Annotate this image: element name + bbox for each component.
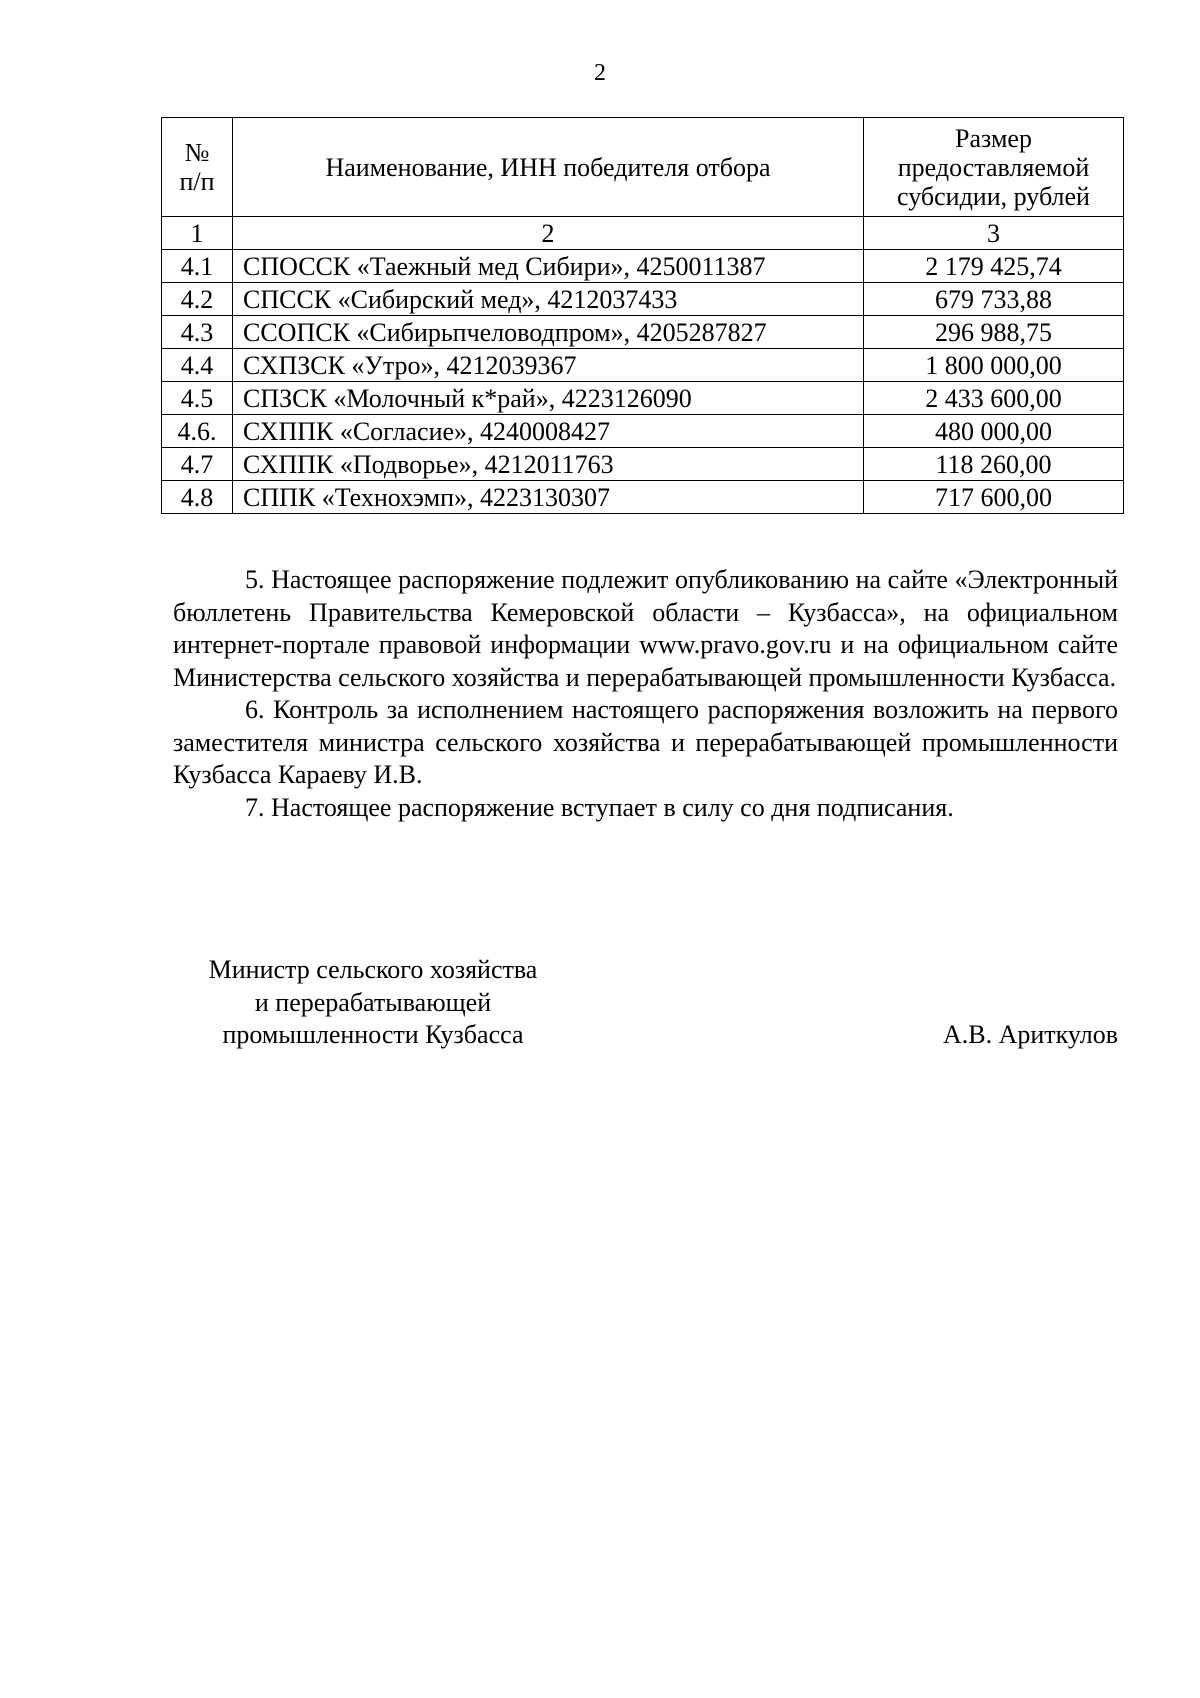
row-name: СПЗСК «Молочный к*рай», 4223126090 [233,382,864,415]
body-text [173,564,1118,824]
header-amount-line: субсидии, рублей [897,181,1090,211]
row-number: 4.1 [162,250,233,283]
signature-title-line: промышленности Кузбасса [222,1020,524,1049]
signature-title-line: Министр сельского хозяйства [208,955,538,984]
index-cell: 3 [864,217,1124,250]
row-amount: 2 433 600,00 [864,382,1124,415]
table-row [162,448,1124,481]
table-row [162,349,1124,382]
row-name: СХПЗСК «Утро», 4212039367 [233,349,864,382]
row-name: ССОПСК «Сибирьпчеловодпром», 4205287827 [233,316,864,349]
signatory-name: А.В. Ариткулов [942,1020,1118,1049]
signature-title-line: и перерабатывающей [254,987,492,1017]
row-number: 4.7 [162,448,233,481]
row-amount: 1 800 000,00 [864,349,1124,382]
header-amount-line: предоставляемой [897,152,1090,182]
table-index-row [162,217,1124,250]
header-name-cell: Наименование, ИНН победителя отбора [233,118,864,217]
paragraph-control: 6. Контроль за исполнением настоящего распоряжения возложить на первого заместителя министра сельского хозяйства и перерабатывающей промышленности Кузбасса Караеву И.В. [173,695,1118,789]
row-name: СХППК «Подворье», 4212011763 [233,448,864,481]
header-amount-line: Размер [955,123,1032,153]
header-number-line: № [184,138,210,167]
header-number-line: п/п [179,167,215,196]
row-amount: 118 260,00 [864,448,1124,481]
row-number: 4.8 [162,481,233,514]
table-row [162,382,1124,415]
row-amount: 679 733,88 [864,283,1124,316]
header-amount-cell [864,118,1124,217]
paragraph-effective: 7. Настоящее распоряжение вступает в силу со дня подписания. [245,792,954,822]
table-row [162,415,1124,448]
row-name: СПОССК «Таежный мед Сибири», 4250011387 [233,250,864,283]
table-header-row [162,118,1124,217]
row-number: 4.4 [162,349,233,382]
row-amount: 717 600,00 [864,481,1124,514]
page-number: 2 [594,60,606,86]
row-name: СППК «Технохэмп», 4223130307 [233,481,864,514]
row-name: СПССК «Сибирский мед», 4212037433 [233,283,864,316]
signature-title [173,954,573,1052]
row-number: 4.5 [162,382,233,415]
index-cell: 1 [162,217,233,250]
index-cell: 2 [233,217,864,250]
row-amount: 2 179 425,74 [864,250,1124,283]
row-name: СХППК «Согласие», 4240008427 [233,415,864,448]
row-number: 4.6. [162,415,233,448]
table-row [162,316,1124,349]
paragraph-publication: 5. Настоящее распоряжение подлежит опубликованию на сайте «Электронный бюллетень Правительства Кемеровской области – Кузбасса», на официальном интернет-портале правовой информации www.pravo.gov.ru и на официальном сайте Министерства сельского хозяйства и перерабатывающей промышленности Кузбасса. [173,565,1118,692]
row-number: 4.2 [162,283,233,316]
row-amount: 296 988,75 [864,316,1124,349]
row-number: 4.3 [162,316,233,349]
table-row [162,250,1124,283]
table-row [162,283,1124,316]
table-row [162,481,1124,514]
header-number-cell [162,118,233,217]
row-amount: 480 000,00 [864,415,1124,448]
subsidy-table [161,117,1124,514]
